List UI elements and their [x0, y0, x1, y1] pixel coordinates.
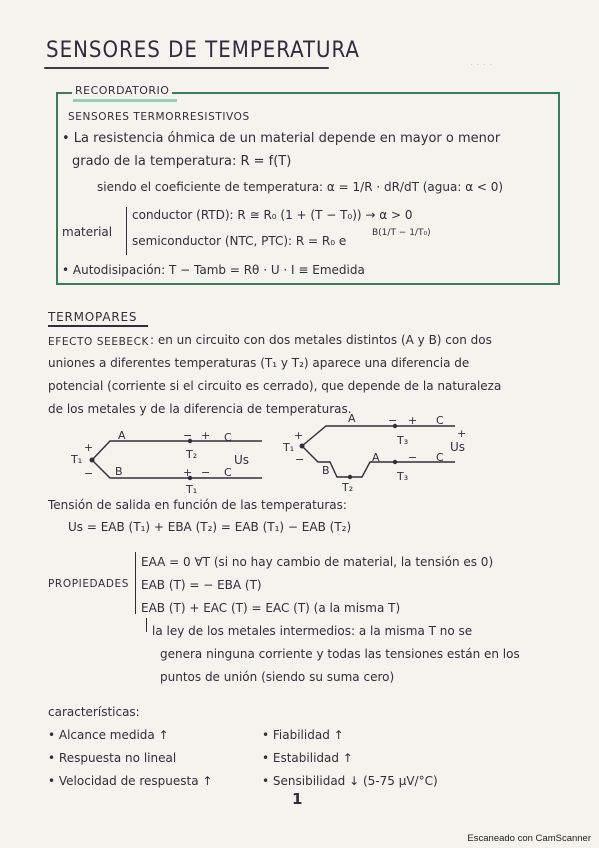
seebeck-line-4: de los metales y de la diferencia de temperaturas. [48, 402, 352, 416]
reminder-line-2: grado de la temperatura: R = f(T) [72, 154, 292, 169]
right-junction-T2 [348, 475, 352, 479]
left-plus-T1b: + [183, 466, 193, 479]
caracteristica-right-1: • Fiabilidad ↑ [262, 728, 344, 742]
left-plus-T2: + [201, 429, 211, 442]
tension-equation: Us = EAB (T₁) + EBA (T₂) = EAB (T₁) − EAB (T₂) [68, 520, 352, 534]
right-label-T3b: T₃ [397, 470, 409, 483]
seebeck-line-3: potencial (corriente si el circuito es cerrado), que depende de la naturaleza [48, 379, 502, 393]
right-label-T1: T₁ [283, 441, 295, 454]
note-line-3: puntos de unión (siendo su suma cero) [160, 670, 395, 684]
right-label-C-bottom: C [436, 451, 444, 464]
conductor-line: conductor (RTD): R ≅ R₀ (1 + (T − T₀)) → α > 0 [132, 208, 413, 222]
right-junction-T3b [393, 460, 397, 464]
scanner-watermark: Escaneado con CamScanner [467, 833, 591, 844]
thermoresistive-subtitle: SENSORES TERMORRESISTIVOS [68, 111, 250, 123]
propiedad-1: EAA = 0 ∀T (si no hay cambio de material, la tensión es 0) [141, 555, 494, 569]
caracteristica-left-2: • Respuesta no lineal [48, 751, 177, 765]
left-label-C-bottom: C [224, 466, 232, 479]
right-minus-T1: − [295, 453, 305, 466]
caracteristica-left-3: • Velocidad de respuesta ↑ [48, 774, 213, 788]
page-title: SENSORES DE TEMPERATURA [46, 38, 360, 63]
left-wire-B [92, 460, 193, 479]
termopares-heading: TERMOPARES [48, 310, 138, 324]
left-minus-T2: − [183, 429, 193, 442]
left-label-T2: T₂ [186, 448, 198, 461]
tension-line-1: Tensión de salida en función de las temperaturas: [48, 498, 347, 512]
left-minus-T1b: − [201, 466, 211, 479]
propiedades-brace [135, 552, 136, 614]
propiedad-2: EAB (T) = − EBA (T) [141, 578, 262, 592]
seebeck-label: EFECTO SEEBECK [48, 336, 150, 348]
right-wire-A-top [302, 426, 455, 446]
left-label-A: A [118, 429, 126, 442]
left-junction-T1 [90, 458, 95, 463]
semiconductor-line: semiconductor (NTC, PTC): R = R₀ e [132, 234, 347, 248]
right-label-Us: Us [450, 440, 466, 454]
left-label-B: B [115, 465, 123, 478]
reminder-label: RECORDATORIO [72, 84, 172, 97]
reminder-line-3: siendo el coeficiente de temperatura: α = 1/R · dR/dT (agua: α < 0) [97, 180, 504, 194]
caracteristica-left-1: • Alcance medida ↑ [48, 728, 169, 742]
right-plus-Us: + [457, 427, 467, 440]
intermediate-metals-arrow [146, 618, 147, 632]
left-label-T1: T₁ [71, 453, 83, 466]
right-plus-T1: + [294, 429, 304, 442]
right-minus-T3b: − [408, 451, 418, 464]
caracteristicas-heading: características: [48, 705, 140, 719]
right-label-T2: T₂ [342, 481, 354, 494]
material-label: material [62, 225, 113, 239]
note-line-1: la ley de los metales intermedios: a la misma T no se [152, 624, 473, 638]
right-plus-T3: + [408, 414, 418, 427]
right-junction-T1 [300, 444, 305, 449]
seebeck-line-2: uniones a diferentes temperaturas (T₁ y T₂) aparece una diferencia de [48, 356, 470, 370]
left-wire-A [92, 441, 190, 460]
caracteristica-right-3: • Sensibilidad ↓ (5-75 μV/°C) [262, 774, 438, 788]
seebeck-line-1: : en un circuito con dos metales distintos (A y B) con dos [150, 333, 492, 347]
left-plus-T1: + [84, 441, 94, 454]
page-number: 1 [292, 790, 303, 808]
right-label-C-top: C [436, 414, 444, 427]
note-line-2: genera ninguna corriente y todas las tensiones están en los [160, 647, 520, 661]
right-label-A-top: A [348, 412, 356, 425]
right-label-B: B [322, 464, 330, 477]
caracteristica-right-2: • Estabilidad ↑ [262, 751, 353, 765]
left-label-Us: Us [234, 453, 250, 467]
semiconductor-exponent: B(1/T − 1/T₀) [372, 228, 431, 238]
right-label-T3: T₃ [397, 434, 409, 447]
autodisipacion-line: • Autodisipación: T − Tamb = Rθ · U · I ≡ Emedida [62, 263, 365, 277]
bleed-through-text: · · · · [470, 60, 493, 71]
right-minus-T3: − [388, 414, 398, 427]
reminder-line-1: • La resistencia óhmica de un material depende en mayor o menor [62, 131, 501, 146]
left-label-C-top: C [224, 431, 232, 444]
propiedades-label: PROPIEDADES [48, 578, 130, 590]
left-minus-T1: − [84, 467, 94, 480]
right-label-A-bottom: A [372, 451, 380, 464]
propiedad-3: EAB (T) + EAC (T) = EAC (T) (a la misma T) [141, 601, 401, 615]
left-label-T1b: T₁ [186, 483, 198, 496]
